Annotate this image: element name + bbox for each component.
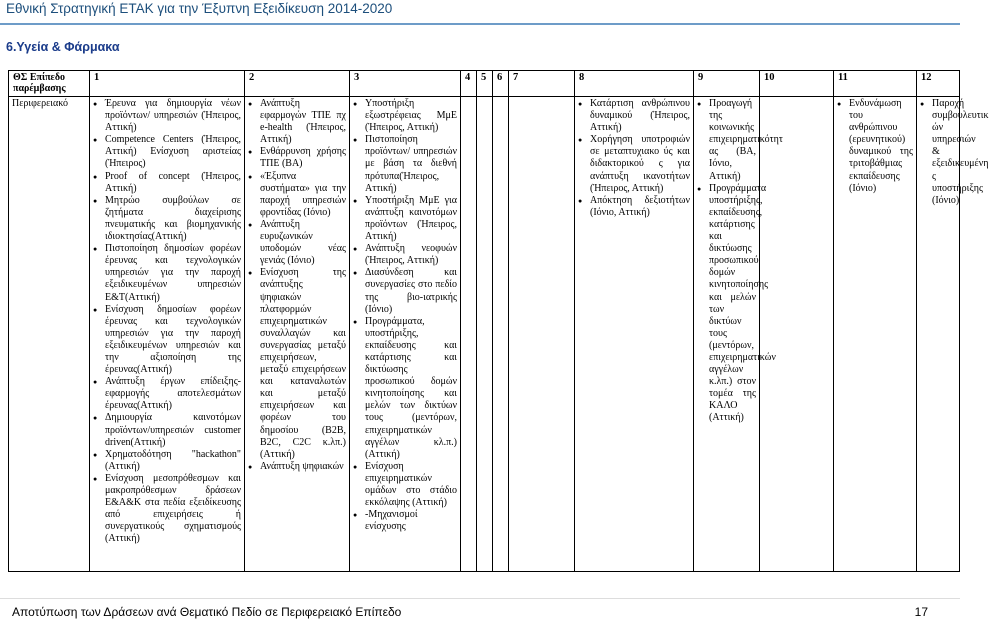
list-item: ● Έρευνα για δημιουργία νέων προϊόντων/ υπηρεσιών (Ήπειρος, Αττική) [93,98,241,134]
list-item: ● Δημιουργία καινοτόμων προϊόντων/υπηρεσιών customer driven(Αττική) [93,412,241,448]
row-label: Περιφερειακό [9,97,90,572]
cell-column-2 [245,97,350,572]
header-title: Εθνική Στρατηγική ΕΤΑΚ για την Έξυπνη Εξειδίκευση 2014-2020 [6,1,393,16]
column-header: 7 [509,71,575,97]
list-item: ● Ανάπτυξη έργων επίδειξης- εφαρμογής αποτελεσμάτων έρευνας(Αττική) [93,376,241,412]
list-item: ● -Μηχανισμοί ενίσχυσης [353,509,457,533]
header-divider [0,23,960,25]
list-item: ● Ανάπτυξη νεοφυών (Ήπειρος, Αττική) [353,243,457,267]
list-item: ● Ανάπτυξη ευρυζωνικών υποδομών νέας γενιάς (Ιόνιο) [248,219,346,267]
column-header: 1 [90,71,245,97]
action-list [920,98,989,207]
cell-column-8 [575,97,694,572]
column-header: 2 [245,71,350,97]
action-list [837,98,913,195]
list-item: ● Μητρώο συμβούλων σε ζητήματα διαχείρισης πνευματικής και βιομηχανικής ιδιοκτησίας(Αττική) [93,195,241,243]
footer-text: Αποτύπωση των Δράσεων ανά Θεματικό Πεδίο σε Περιφερειακό Επίπεδο [12,605,402,619]
action-list [93,98,241,545]
list-item: ● Κατάρτιση ανθρώπινου δυναμικού (Ήπειρος, Αττική) [578,98,690,134]
cell-column-1 [90,97,245,572]
document-header [0,0,960,22]
action-list [578,98,690,219]
list-item: ● Ενίσχυση δημοσίων φορέων έρευνας και τεχνολογικών υπηρεσιών για την παροχή εξειδικευμένων υπηρεσιών και την αξιοποίηση της έρευνας(Αττική) [93,304,241,377]
cell-column-7 [509,97,575,572]
list-item: ● Ενίσχυση επιχειρηματικών ομάδων στο στάδιο εκκόλαψης (Αττική) [353,461,457,509]
cell-column-6 [493,97,509,572]
list-item: ● Ενδυνάμωση του ανθρώπινου (ερευνητικού) δυναμικού της τριτοβάθμιας εκπαίδευσης (Ιόνιο) [837,98,913,195]
page-number: 17 [914,605,928,619]
column-header: 11 [834,71,917,97]
cell-column-3 [350,97,461,572]
list-item: ● Ενθάρρυνση χρήσης ΤΠΕ (ΒΑ) [248,146,346,170]
column-header: 10 [760,71,834,97]
list-item: ● Competence Centers (Ήπειρος, Αττική) Ενίσχυση αριστείας (Ήπειρος) [93,134,241,170]
list-item: ● Ενίσχυση μεσοπρόθεσμων και μακροπρόθεσμων δράσεων Ε&Α&Κ στα πεδία εξειδίκευσης από επιχειρήσεις ή συνεργατικούς σχηματισμούς (Αττική) [93,473,241,546]
cell-column-10 [760,97,834,572]
list-item: ● Προαγωγή της κοινωνικής επιχειρηματικότητ ας (ΒΑ, Ιόνιο, Αττική) [697,98,756,183]
action-list [353,98,457,533]
list-item: ● Ενίσχυση της ανάπτυξης ψηφιακών πλατφορμών επιχειρηματικών συναλλαγών και συνεργασίας μεταξύ επιχειρήσεων, μεταξύ επιχειρήσεων και καταναλωτών και μεταξύ επιχειρήσεων και φορέων του δημοσίου (B2B, B2C, C2C κ.λπ.)(Αττική) [248,267,346,461]
list-item: ● Proof of concept (Ήπειρος, Αττική) [93,171,241,195]
cell-column-9 [694,97,783,572]
column-header: 9 [694,71,760,97]
cell-column-12 [917,97,989,572]
column-header: 4 [461,71,477,97]
list-item: ● Παροχή συμβουλευτικ ών υπηρεσιών & εξειδικευμένη ς υποστήριξης (Ιόνιο) [920,98,956,207]
cell-column-5 [477,97,493,572]
list-item: ● «Έξυπνα συστήματα» για την παροχή υπηρεσιών φροντίδας (Ιόνιο) [248,171,346,219]
section-title: 6.Υγεία & Φάρμακα [6,40,120,54]
list-item: ● Απόκτηση δεξιοτήτων (Ιόνιο, Αττική) [578,195,690,219]
table-header-row [9,71,960,97]
axis-header: ΘΣ Επίπεδο παρέμβασης [9,71,90,97]
column-header: 6 [493,71,509,97]
action-list [248,98,346,473]
list-item: ● Διασύνδεση και συνεργασίες στο πεδίο της βιο-ιατρικής (Ιόνιο) [353,267,457,315]
table-row [9,97,960,572]
list-item: ● Υποστήριξη ΜμΕ για ανάπτυξη καινοτόμων προϊόντων (Ήπειρος, Αττική) [353,195,457,243]
list-item: ● Χρηματοδότηση "hackathon"(Αττική) [93,449,241,473]
list-item: ● Προγράμματα υποστήριξης, εκπαίδευσης, κατάρτισης και δικτύωσης προσωπικού δομών κινητοποίησης και μελών των δικτύων τους (μεντόρων, επιχειρηματικών αγγέλων κ.λπ.) στον τομέα της ΚΑΛΟ (Αττική) [697,183,756,425]
column-header: 3 [350,71,461,97]
action-list [697,98,783,425]
cell-column-4 [461,97,477,572]
list-item: ● Ανάπτυξη εφαρμογών ΤΠΕ πχ e-health (Ήπειρος, Αττική) [248,98,346,146]
list-item: ● Πιστοποίηση προϊόντων/ υπηρεσιών με βάση τα διεθνή πρότυπα(Ήπειρος, Αττική) [353,134,457,194]
column-header: 5 [477,71,493,97]
footer-divider [0,598,960,599]
list-item: ● Υποστήριξη εξωστρέφειας ΜμΕ (Ήπειρος, Αττική) [353,98,457,134]
column-header: 12 [917,71,960,97]
column-header: 8 [575,71,694,97]
cell-column-11 [834,97,917,572]
list-item: ● Χορήγηση υποτροφιών σε μεταπτυχιακο ύς και διδακτορικού ς για ανάπτυξη ικανοτήτων (Ήπειρος, Αττική) [578,134,690,194]
list-item: ● Ανάπτυξη ψηφιακών [248,461,346,473]
actions-table [8,70,989,572]
list-item: ● Πιστοποίηση δημοσίων φορέων έρευνας και τεχνολογικών υπηρεσιών για την παροχή εξειδικευμένων υπηρεσιών Ε&Τ(Αττική) [93,243,241,303]
list-item: ● Προγράμματα, υποστήριξης, εκπαίδευσης και κατάρτισης και δικτύωσης προσωπικού δομών κινητοποίησης και μελών των δικτύων τους (μεντόρων, επιχειρηματικών αγγέλων κλ.π.) (Αττική) [353,316,457,461]
